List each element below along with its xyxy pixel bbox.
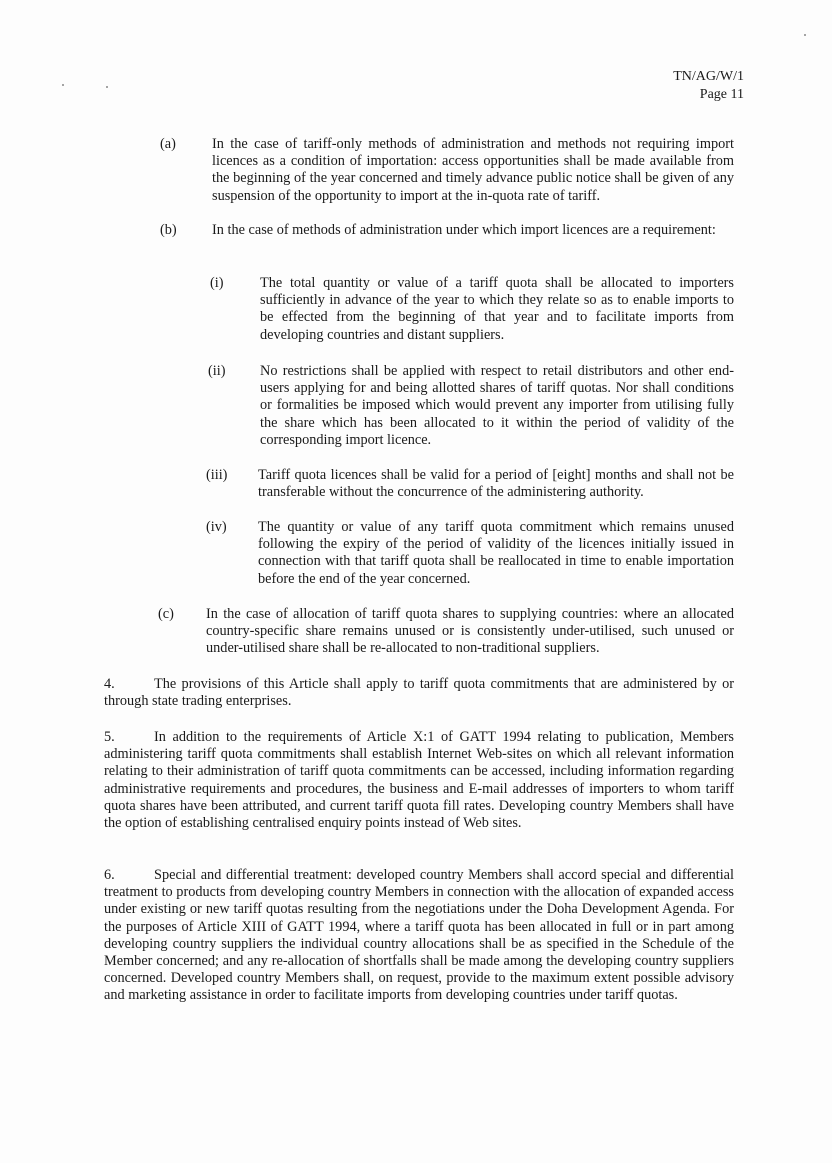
item-text-a: In the case of tariff-only methods of administration and methods not requiring import licences as a condition of importation: access opportunities shall be made available from the beginning of the year concerned and timely advance public notice shall be given of any suspension of the opportunity to import at the in-quota rate of tariff. [212, 136, 734, 204]
paragraph-6 [104, 867, 734, 1005]
paragraph-text: Special and differential treatment: developed country Members shall accord special and differential treatment to products from developing country Members in connection with the allocation of expanded access under existing or new tariff quotas resulting from the negotiations under the Doha Development Agenda. For the purposes of Article XIII of GATT 1994, where a tariff quota has been allocated in full or in part among developing country suppliers the individual country allocations shall be as specified in the Schedule of the Member concerned; and any re-allocation of shortfalls shall be made among the developing country suppliers concerned. Developed country Members shall, on request, provide to the maximum extent possible advisory and marketing assistance in order to facilitate imports from developing countries under tariff quotas. [104, 867, 734, 1004]
subitem-label-ii: (ii) [208, 363, 226, 379]
paragraph-5 [104, 729, 734, 832]
paragraph-number: 6. [104, 867, 115, 883]
item-label-b: (b) [160, 222, 177, 238]
paragraph-number: 4. [104, 676, 115, 692]
paragraph-4 [104, 676, 734, 710]
document-symbol: TN/AG/W/1 [673, 69, 744, 84]
subitem-label-iii: (iii) [206, 467, 228, 483]
item-text-c: In the case of allocation of tariff quota shares to supplying countries: where an allocated country-specific share remains unused or is consistently under-utilised, such unused or under-utilised share shall be re-allocated to non-traditional suppliers. [206, 606, 734, 657]
page-header [673, 68, 744, 104]
paragraph-text: In addition to the requirements of Article X:1 of GATT 1994 relating to publication, Members administering tariff quota commitments shall establish Internet Web-sites on which all relevant information relating to their administration of tariff quota commitments can be accessed, including information regarding administrative requirements and procedures, the business and E-mail addresses of importers to whom tariff quota shares have been attributed, and current tariff quota fill rates. Developing country Members shall have the option of establishing centralised enquiry points instead of Web sites. [104, 729, 734, 832]
subitem-text-iii: Tariff quota licences shall be valid for a period of [eight] months and shall not be transferable without the concurrence of the administering authority. [258, 467, 734, 501]
item-text-b: In the case of methods of administration under which import licences are a requirement: [212, 222, 716, 238]
subitem-text-i: The total quantity or value of a tariff quota shall be allocated to importers sufficiently in advance of the year to which they relate so as to enable imports to be effected from the beginning of that year and to facilitate imports from developing countries and distant suppliers. [260, 275, 734, 343]
subitem-text-iv: The quantity or value of any tariff quota commitment which remains unused following the expiry of the period of validity of the licences initially issued in connection with that tariff quota shall be reallocated in time to enable importation before the end of the year concerned. [258, 519, 734, 587]
subitem-label-i: (i) [210, 275, 224, 291]
scan-speck [106, 86, 108, 88]
scan-speck [62, 84, 64, 86]
scan-speck [804, 34, 806, 36]
paragraph-text: The provisions of this Article shall apply to tariff quota commitments that are administered by or through state trading enterprises. [104, 676, 734, 710]
subitem-label-iv: (iv) [206, 519, 227, 535]
page-number: Page 11 [699, 87, 744, 102]
item-label-c: (c) [158, 606, 174, 622]
item-label-a: (a) [160, 136, 176, 152]
paragraph-number: 5. [104, 729, 115, 745]
subitem-text-ii: No restrictions shall be applied with respect to retail distributors and other end-users applying for and being allotted shares of tariff quotas. Nor shall conditions or formalities be imposed which would prevent any importer from utilising fully the share which has been allocated to it within the period of validity of the corresponding import licence. [260, 363, 734, 448]
